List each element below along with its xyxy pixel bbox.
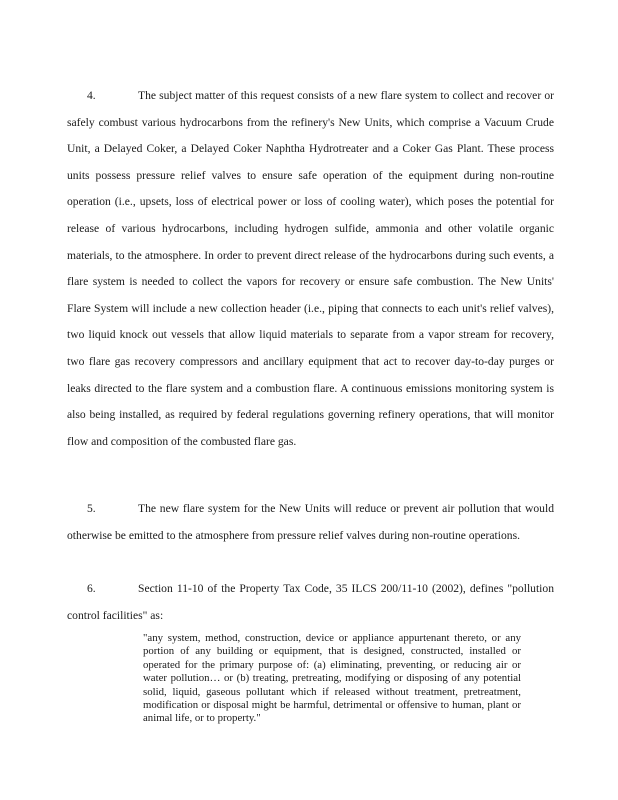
paragraph-6 [67,576,554,629]
paragraph-text: The subject matter of this request consists of a new flare system to collect and recover or safely combust various hydrocarbons from the refinery's New Units, which comprise a Vacuum Crude Unit, a Delayed Coker, a Delayed Coker Naphtha Hydrotreater and a Coker Gas Plant. These process units possess pressure relief valves to ensure safe operation of the equipment during non-routine operation (i.e., upsets, loss of electrical power or loss of cooling water), which poses the potential for release of various hydrocarbons, including hydrogen sulfide, ammonia and other volatile organic materials, to the atmosphere. In order to prevent direct release of the hydrocarbons during such events, a flare system is needed to collect the vapors for recovery or ensure safe combustion. The New Units' Flare System will include a new collection header (i.e., piping that connects to each unit's relief valves), two liquid knock out vessels that allow liquid materials to separate from a vapor stream for recovery, two flare gas recovery compressors and ancillary equipment that act to recover day-to-day purges or leaks directed to the flare system and a combustion flare. A continuous emissions monitoring system is also being installed, as required by federal regulations governing refinery operations, that will monitor flow and composition of the combusted flare gas. [67,89,554,448]
paragraph-text: The new flare system for the New Units will reduce or prevent air pollution that would otherwise be emitted to the atmosphere from pressure relief valves during non-routine operations. [67,502,554,542]
paragraph-text: Section 11-10 of the Property Tax Code, 35 ILCS 200/11-10 (2002), defines "pollution control facilities" as: [67,582,554,622]
paragraph-number: 5. [87,502,96,515]
block-quote: "any system, method, construction, device or appliance appurtenant thereto, or any portion of any building or equipment, that is designed, constructed, installed or operated for the primary purpose of: (a) eliminating, preventing, or reducing air or water pollution… or (b) treating, pretreating, modifying or disposing of any potential solid, liquid, gaseous pollutant which if released without treatment, pretreatment, modification or disposal might be harmful, detrimental or offensive to human, plant or animal life, or to property." [143,632,521,725]
paragraph-number: 4. [87,89,96,102]
paragraph-number: 6. [87,582,96,595]
paragraph-5 [67,496,554,549]
paragraph-4 [67,83,554,455]
